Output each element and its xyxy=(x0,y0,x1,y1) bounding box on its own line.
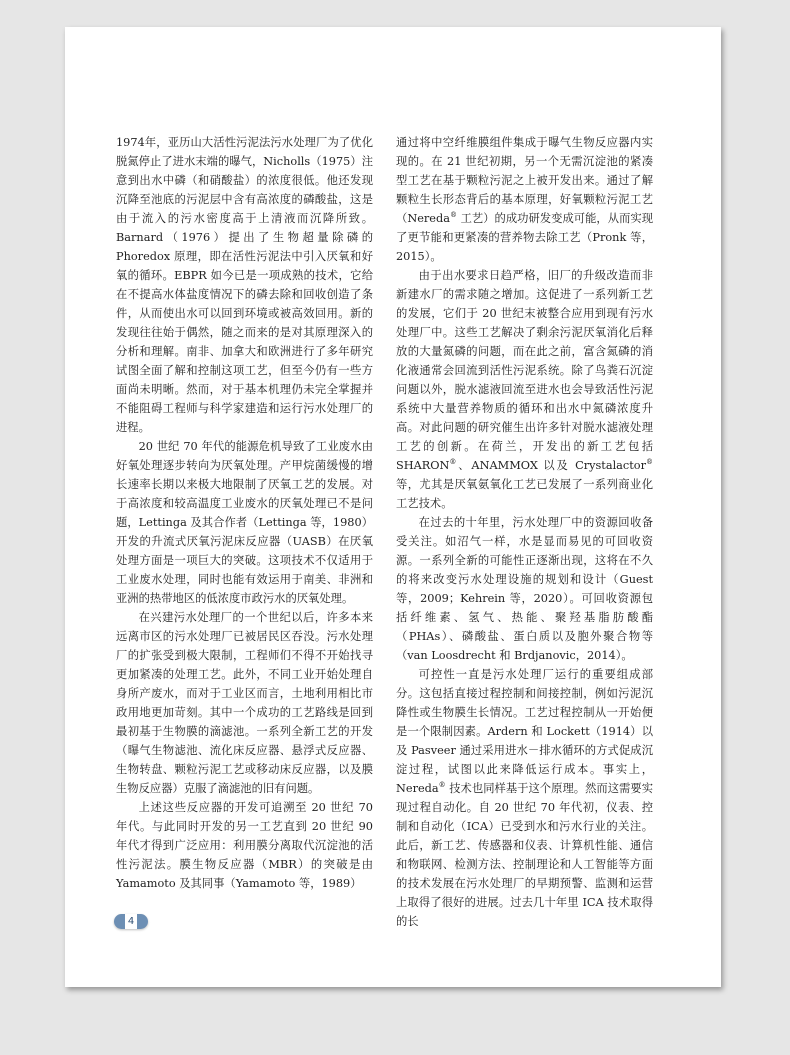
paragraph: 1974年，亚历山大活性污泥法污水处理厂为了优化脱氮停止了进水末端的曝气，Nicholls（1975）注意到出水中磷（和硝酸盐）的浓度很低。他还发现沉降至池底的污泥层中含有高浓度的磷酸盐，这是由于流入的污水密度高于上清液而沉降所致。Barnard（1976）提出了生物超量除磷的 Phoredox 原理，即在活性污泥法中引入厌氧和好氧的循环。EBPR 如今已是一项成熟的技术，它给在不提高水体盐度情况下的磷去除和回收创造了条件，从而使出水可以回到环境或被高效回用。新的发现往往始于偶然，随之而来的是对其原理深入的分析和理解。南非、加拿大和欧洲进行了多年研究试图全面了解和控制这项工艺，但至今仍有一些方面尚未明晰。然而，对于基本机理仍未完全掌握并不能阻碍工程师与科学家建造和运行污水处理厂的进程。 xyxy=(116,136,373,434)
text-run: 等，尤其是厌氧氨氧化工艺已发展了一系列商业化工艺技术。 xyxy=(396,478,653,510)
paragraph: 在兴建污水处理厂的一个世纪以后，许多本来远离市区的污水处理厂已被居民区吞没。污水处理厂的扩张受到极大限制，工程师们不得不开始找寻更加紧凑的处理工艺。此外，不同工业开始处理自身所产废水，而对于工业区而言，土地利用相比市政用地更加苛刻。其中一个成功的工艺路线是回到最初基于生物膜的滴滤池。一系列全新工艺的开发（曝气生物滤池、流化床反应器、悬浮式反应器、生物转盘、颗粒污泥工艺或移动床反应器，以及膜生物反应器）克服了滴滤池的旧有问题。 xyxy=(116,611,373,795)
paragraph xyxy=(396,665,653,931)
registered-mark: ® xyxy=(449,211,457,220)
registered-mark: ® xyxy=(646,458,653,467)
document-page xyxy=(65,27,721,987)
paragraph xyxy=(396,266,653,513)
registered-mark: ® xyxy=(438,781,446,790)
text-run: 通过将中空纤维膜组件集成于曝气生物反应器内实现的。在 21 世纪初期，另一个无需沉淀池的紧凑型工艺在基于颗粒污泥之上被开发出来。通过了解颗粒生长形态背后的基本原理，好氧颗粒污泥工艺（Nereda xyxy=(396,136,653,225)
text-run: 、ANAMMOX 以及 Crystalactor xyxy=(456,459,646,472)
paragraph: 在过去的十年里，污水处理厂中的资源回收备受关注。如沼气一样，水是显而易见的可回收资源。一系列全新的可能性正逐渐出现，这将在不久的将来改变污水处理设施的规划和设计（Guest 等，2009；Kehrein 等，2020）。可回收资源包括纤维素、氢气、热能、聚羟基脂肪酸酯（PHAs）、磷酸盐、蛋白质以及胞外聚合物等（van Loosdrecht 和 Brdjanovic，2014）。 xyxy=(396,516,653,662)
text-run: 可控性一直是污水处理厂运行的重要组成部分。这包括直接过程控制和间接控制，例如污泥沉降性或生物膜生长情况。工艺过程控制从一开始便是一个限制因素。Ardern 和 Lockett（1914）以及 Pasveer 通过采用进水－排水循环的方式促成沉淀过程，试图以此来降低运行成本。事实上，Nereda xyxy=(396,668,653,795)
paragraph xyxy=(396,133,653,266)
left-text-column xyxy=(116,133,373,893)
paragraph: 上述这些反应器的开发可追溯至 20 世纪 70 年代。与此同时开发的另一工艺直到 20 世纪 90 年代才得到广泛应用：利用膜分离取代沉淀池的活性污泥法。膜生物反应器（MBR）的突破是由 Yamamoto 及其同事（Yamamoto 等，1989） xyxy=(116,801,373,890)
text-run: 工艺）的成功研发变成可能，从而实现了更节能和更紧凑的营养物去除工艺（Pronk 等，2015）。 xyxy=(396,212,654,263)
page-number: 4 xyxy=(125,914,137,929)
page-number-badge xyxy=(114,914,148,929)
text-run: 由于出水要求日趋严格，旧厂的升级改造而非新建水厂的需求随之增加。这促进了一系列新工艺的发展，它们于 20 世纪末被整合应用到现有污水处理厂中。这些工艺解决了剩余污泥厌氧消化后释放的大量氮磷的问题，而在此之前，富含氮磷的消化液通常会回流到活性污泥系统。除了鸟粪石沉淀问题以外，脱水滤液回流至进水也会导致活性污泥系统中大量营养物质的循环和出水中氮磷浓度升高。对此问题的研究催生出许多针对脱水滤液处理工艺的创新。在荷兰，开发出的新工艺包括 SHARON xyxy=(396,269,653,472)
paragraph: 20 世纪 70 年代的能源危机导致了工业废水由好氧处理逐步转向为厌氧处理。产甲烷菌缓慢的增长速率长期以来极大地限制了厌氧工艺的发展。对于高浓度和较高温度工业废水的厌氧处理已不是问题，Lettinga 及其合作者（Lettinga 等，1980）开发的升流式厌氧污泥床反应器（UASB）在厌氧处理方面是一项巨大的突破。这项技术不仅适用于工业废水处理，同时也能有效运用于南美、非洲和亚洲的热带地区的低浓度市政污水的厌氧处理。 xyxy=(116,440,373,605)
right-text-column xyxy=(396,133,653,931)
registered-mark: ® xyxy=(449,458,457,467)
text-run: 技术也同样基于这个原理。然而这需要实现过程自动化。自 20 世纪 70 年代初，仪表、控制和自动化（ICA）已受到水和污水行业的关注。此后，新工艺、传感器和仪表、计算机性能、通信和物联网、检测方法、控制理论和人工智能等方面的技术发展在污水处理厂的早期预警、监测和运营上取得了很好的进展。过去几十年里 ICA 技术取得的长 xyxy=(396,782,653,928)
